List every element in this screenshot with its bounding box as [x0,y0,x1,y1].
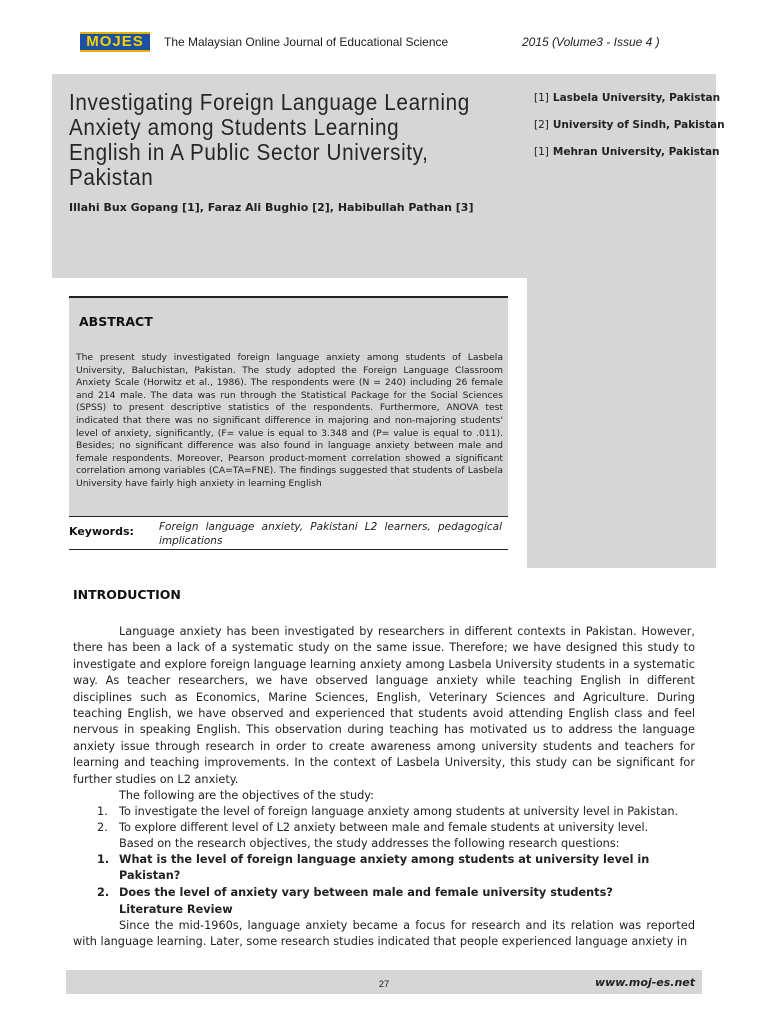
section-heading-introduction: INTRODUCTION [73,587,181,602]
affiliation-item [534,146,725,173]
journal-name: The Malaysian Online Journal of Educational Science [164,35,449,49]
affiliation-number: [2] [534,119,549,131]
list-text: To investigate the level of foreign language anxiety among students at university level in Pakistan. [119,805,679,818]
list-number: 2. [97,885,110,899]
list-text: What is the level of foreign language anxiety among students at university level in Pakistan? [119,853,650,883]
list-text: Does the level of anxiety vary between male and female university students? [119,885,613,899]
abstract-text: The present study investigated foreign language anxiety among students of Lasbela University, Baluchistan, Pakistan. The study adopted the Foreign Language Classroom Anxiety Scale (Horwitz et al., 1986). The respondents were (N = 240) including 26 female and 214 male. The data was run through the Statistical Package for the Social Sciences (SPSS) to present descriptive statistics of the respondents. Furthermore, ANOVA test indicated that there was no significant difference in majoring and non-majoring students' level of anxiety, significantly, (F= value is equal to 3.348 and (P= value is equal to .011). Besides; no significant difference was also found in language anxiety between male and female respondents. Moreover, Pearson product-moment correlation showed a significant correlation among variables (CA=TA=FNE). The findings suggested that students of Lasbela University have fairly high anxiety in learning English [76,352,503,489]
list-number: 2. [97,821,108,835]
list-number: 1. [97,853,110,866]
list-number: 1. [97,805,108,818]
footer-url: www.moj-es.net [594,976,695,989]
introduction-paragraph: Language anxiety has been investigated by researchers in different contexts in Pakistan. However, there has been a lack of a systematic study on the same issue. Therefore; we have designed this study to investigate and explore foreign language learning anxiety among Lasbela University students in a systematic way. As teacher researchers, we have observed language anxiety while teaching English in different disciplines such as Economics, Marine Sciences, English, Veterinary Sciences and Agriculture. During teaching English, we have observed and experienced that students avoid attending English class and feel nervous in speaking English. This observation during teaching has motivated us to address the language anxiety issue through research in order to create awareness among university students and teachers for learning and teaching improvements. In the context of Lasbela University, this study can be significant for further studies on L2 anxiety. [73,625,695,786]
affiliation-number: [1] [534,92,549,104]
list-text: To explore different level of L2 anxiety between male and female students at university level. [119,821,649,835]
author-list: Illahi Bux Gopang [1], Faraz Ali Bughio [2], Habibullah Pathan [3] [69,201,474,214]
affiliation-name: University of Sindh, Pakistan [552,119,725,131]
page-footer [66,970,702,994]
keywords-row [69,516,508,550]
page-number: 27 [378,979,390,990]
list-item [73,804,695,820]
affiliation-item [534,119,725,146]
issue-label: 2015 (Volume3 - Issue 4 ) [522,35,660,49]
literature-review-paragraph: Since the mid-1960s, language anxiety became a focus for research and its relation was reported with language learning. Later, some research studies indicated that people experienced language anxiety in [73,919,695,949]
affiliation-list [534,92,725,173]
objectives-intro: The following are the objectives of the study: [119,789,374,802]
research-questions-list [73,852,695,901]
keywords-value: Foreign language anxiety, Pakistani L2 learners, pedagogical implications [159,521,502,547]
affiliation-number: [1] [534,146,549,158]
list-item [73,852,695,885]
questions-intro: Based on the research objectives, the study addresses the following research questions: [119,837,620,850]
affiliation-name: Mehran University, Pakistan [552,146,720,158]
objectives-list [73,804,695,837]
paper-title: Investigating Foreign Language Learning Anxiety among Students Learning English in A Public Sector University, Pakistan [69,89,470,190]
affiliation-name: Lasbela University, Pakistan [552,92,721,104]
list-item [73,820,695,836]
abstract-heading: ABSTRACT [79,314,153,329]
journal-logo: MOJES [80,32,150,52]
abstract-box [69,296,508,516]
affiliation-item [534,92,725,119]
keywords-label: Keywords: [69,525,134,538]
literature-review-heading: Literature Review [119,903,233,916]
list-item [73,885,695,901]
